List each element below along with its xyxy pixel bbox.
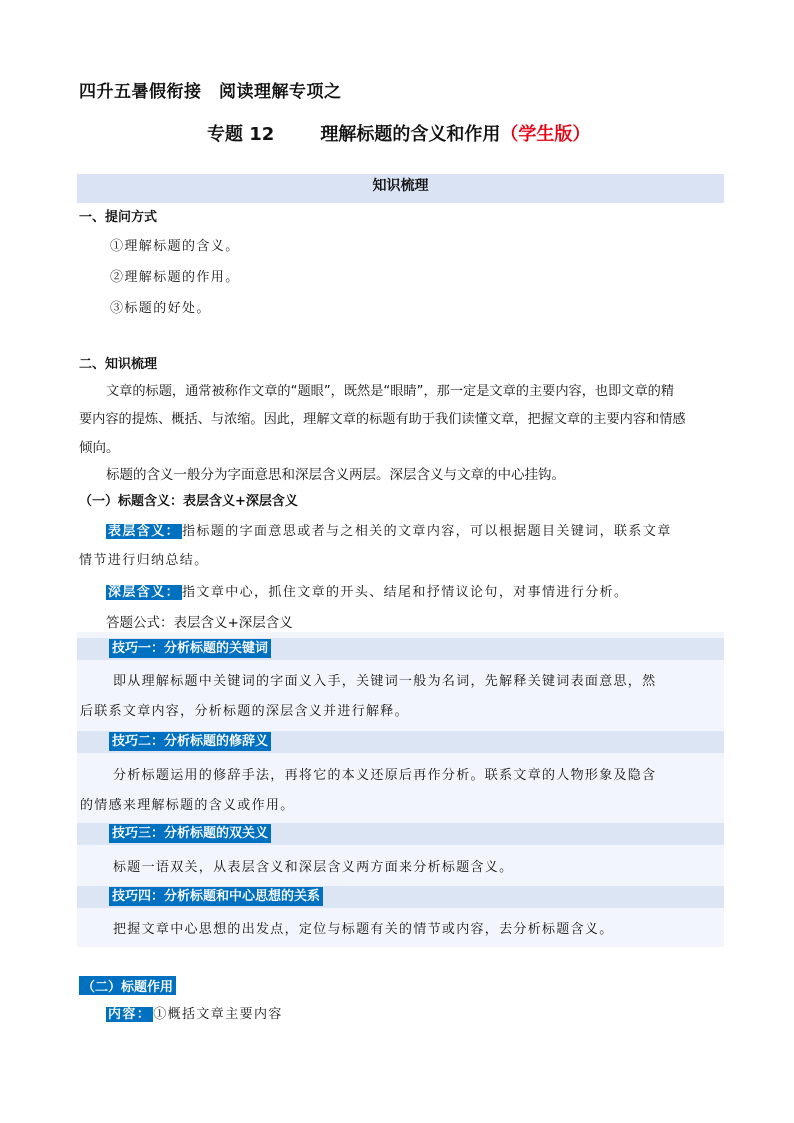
subsection-meaning-heading: （一）标题含义：表层含义+深层含义	[79, 494, 298, 509]
question-item: ③标题的好处。	[110, 301, 211, 316]
part2-heading: 二、知识梳理	[79, 357, 158, 372]
question-item: ①理解标题的含义。	[110, 239, 240, 254]
topic-name: 理解标题的含义和作用	[320, 124, 501, 145]
question-item: ②理解标题的作用。	[110, 270, 240, 285]
answer-formula: 答题公式：表层含义+深层含义	[106, 615, 293, 631]
surface-meaning-label: 表层含义：	[108, 524, 181, 539]
series-title: 四升五暑假衔接 阅读理解专项之	[79, 82, 342, 102]
tip-text: 后联系文章内容，分析标题的深层含义并进行解释。	[80, 704, 409, 719]
tip-text: 分析标题运用的修辞手法，再将它的本义还原后再作分析。联系文章的人物形象及隐含	[113, 768, 657, 783]
tips-box	[77, 632, 724, 947]
deep-meaning-text: 指文章中心，抓住文章的开头、结尾和抒情议论句，对事情进行分析。	[182, 585, 629, 600]
intro-paragraph-line: 要内容的提炼、概括、与浓缩。因此，理解文章的标题有助于我们读懂文章，把握文章的主要内容和情感	[79, 412, 686, 427]
content-line	[106, 1003, 283, 1022]
deep-meaning-line	[106, 581, 628, 600]
tip-label: 技巧二：分析标题的修辞义	[109, 732, 271, 751]
content-text: ①概括文章主要内容	[153, 1007, 283, 1022]
topic-number: 专题 12	[207, 124, 275, 145]
tip-text: 即从理解标题中关键词的字面义入手，关键词一般为名词，先解释关键词表面意思，然	[113, 674, 657, 689]
tip-label: 技巧四：分析标题和中心思想的关系	[109, 887, 323, 906]
tip-text: 标题一语双关，从表层含义和深层含义两方面来分析标题含义。	[113, 860, 514, 875]
surface-meaning-text: 指标题的字面意思或者与之相关的文章内容，可以根据题目关键词，联系文章	[182, 524, 672, 539]
version-tag: （学生版）	[500, 124, 591, 145]
part1-heading: 一、提问方式	[79, 210, 158, 225]
surface-meaning-line	[106, 520, 672, 539]
intro-paragraph-line: 文章的标题，通常被称作文章的“题眼”，既然是“眼睛”，那一定是文章的主要内容，也即文章的精	[106, 384, 675, 399]
content-label: 内容：	[108, 1007, 152, 1022]
tip-label: 技巧一：分析标题的关键词	[109, 639, 271, 658]
tip-text: 把握文章中心思想的出发点，定位与标题有关的情节或内容，去分析标题含义。	[113, 922, 614, 937]
deep-meaning-label: 深层含义：	[108, 585, 181, 600]
tip-text: 的情感来理解标题的含义或作用。	[80, 798, 295, 813]
subsection-function-heading: （二）标题作用	[79, 976, 176, 995]
intro-paragraph-line: 倾向。	[79, 440, 120, 456]
tip-label: 技巧三：分析标题的双关义	[109, 824, 271, 843]
topic-title	[207, 120, 590, 146]
surface-meaning-text-cont: 情节进行归纳总结。	[79, 553, 209, 568]
meaning-layers-paragraph: 标题的含义一般分为字面意思和深层含义两层。深层含义与文章的中心挂钩。	[106, 467, 565, 483]
section-band: 知识梳理	[77, 174, 724, 203]
